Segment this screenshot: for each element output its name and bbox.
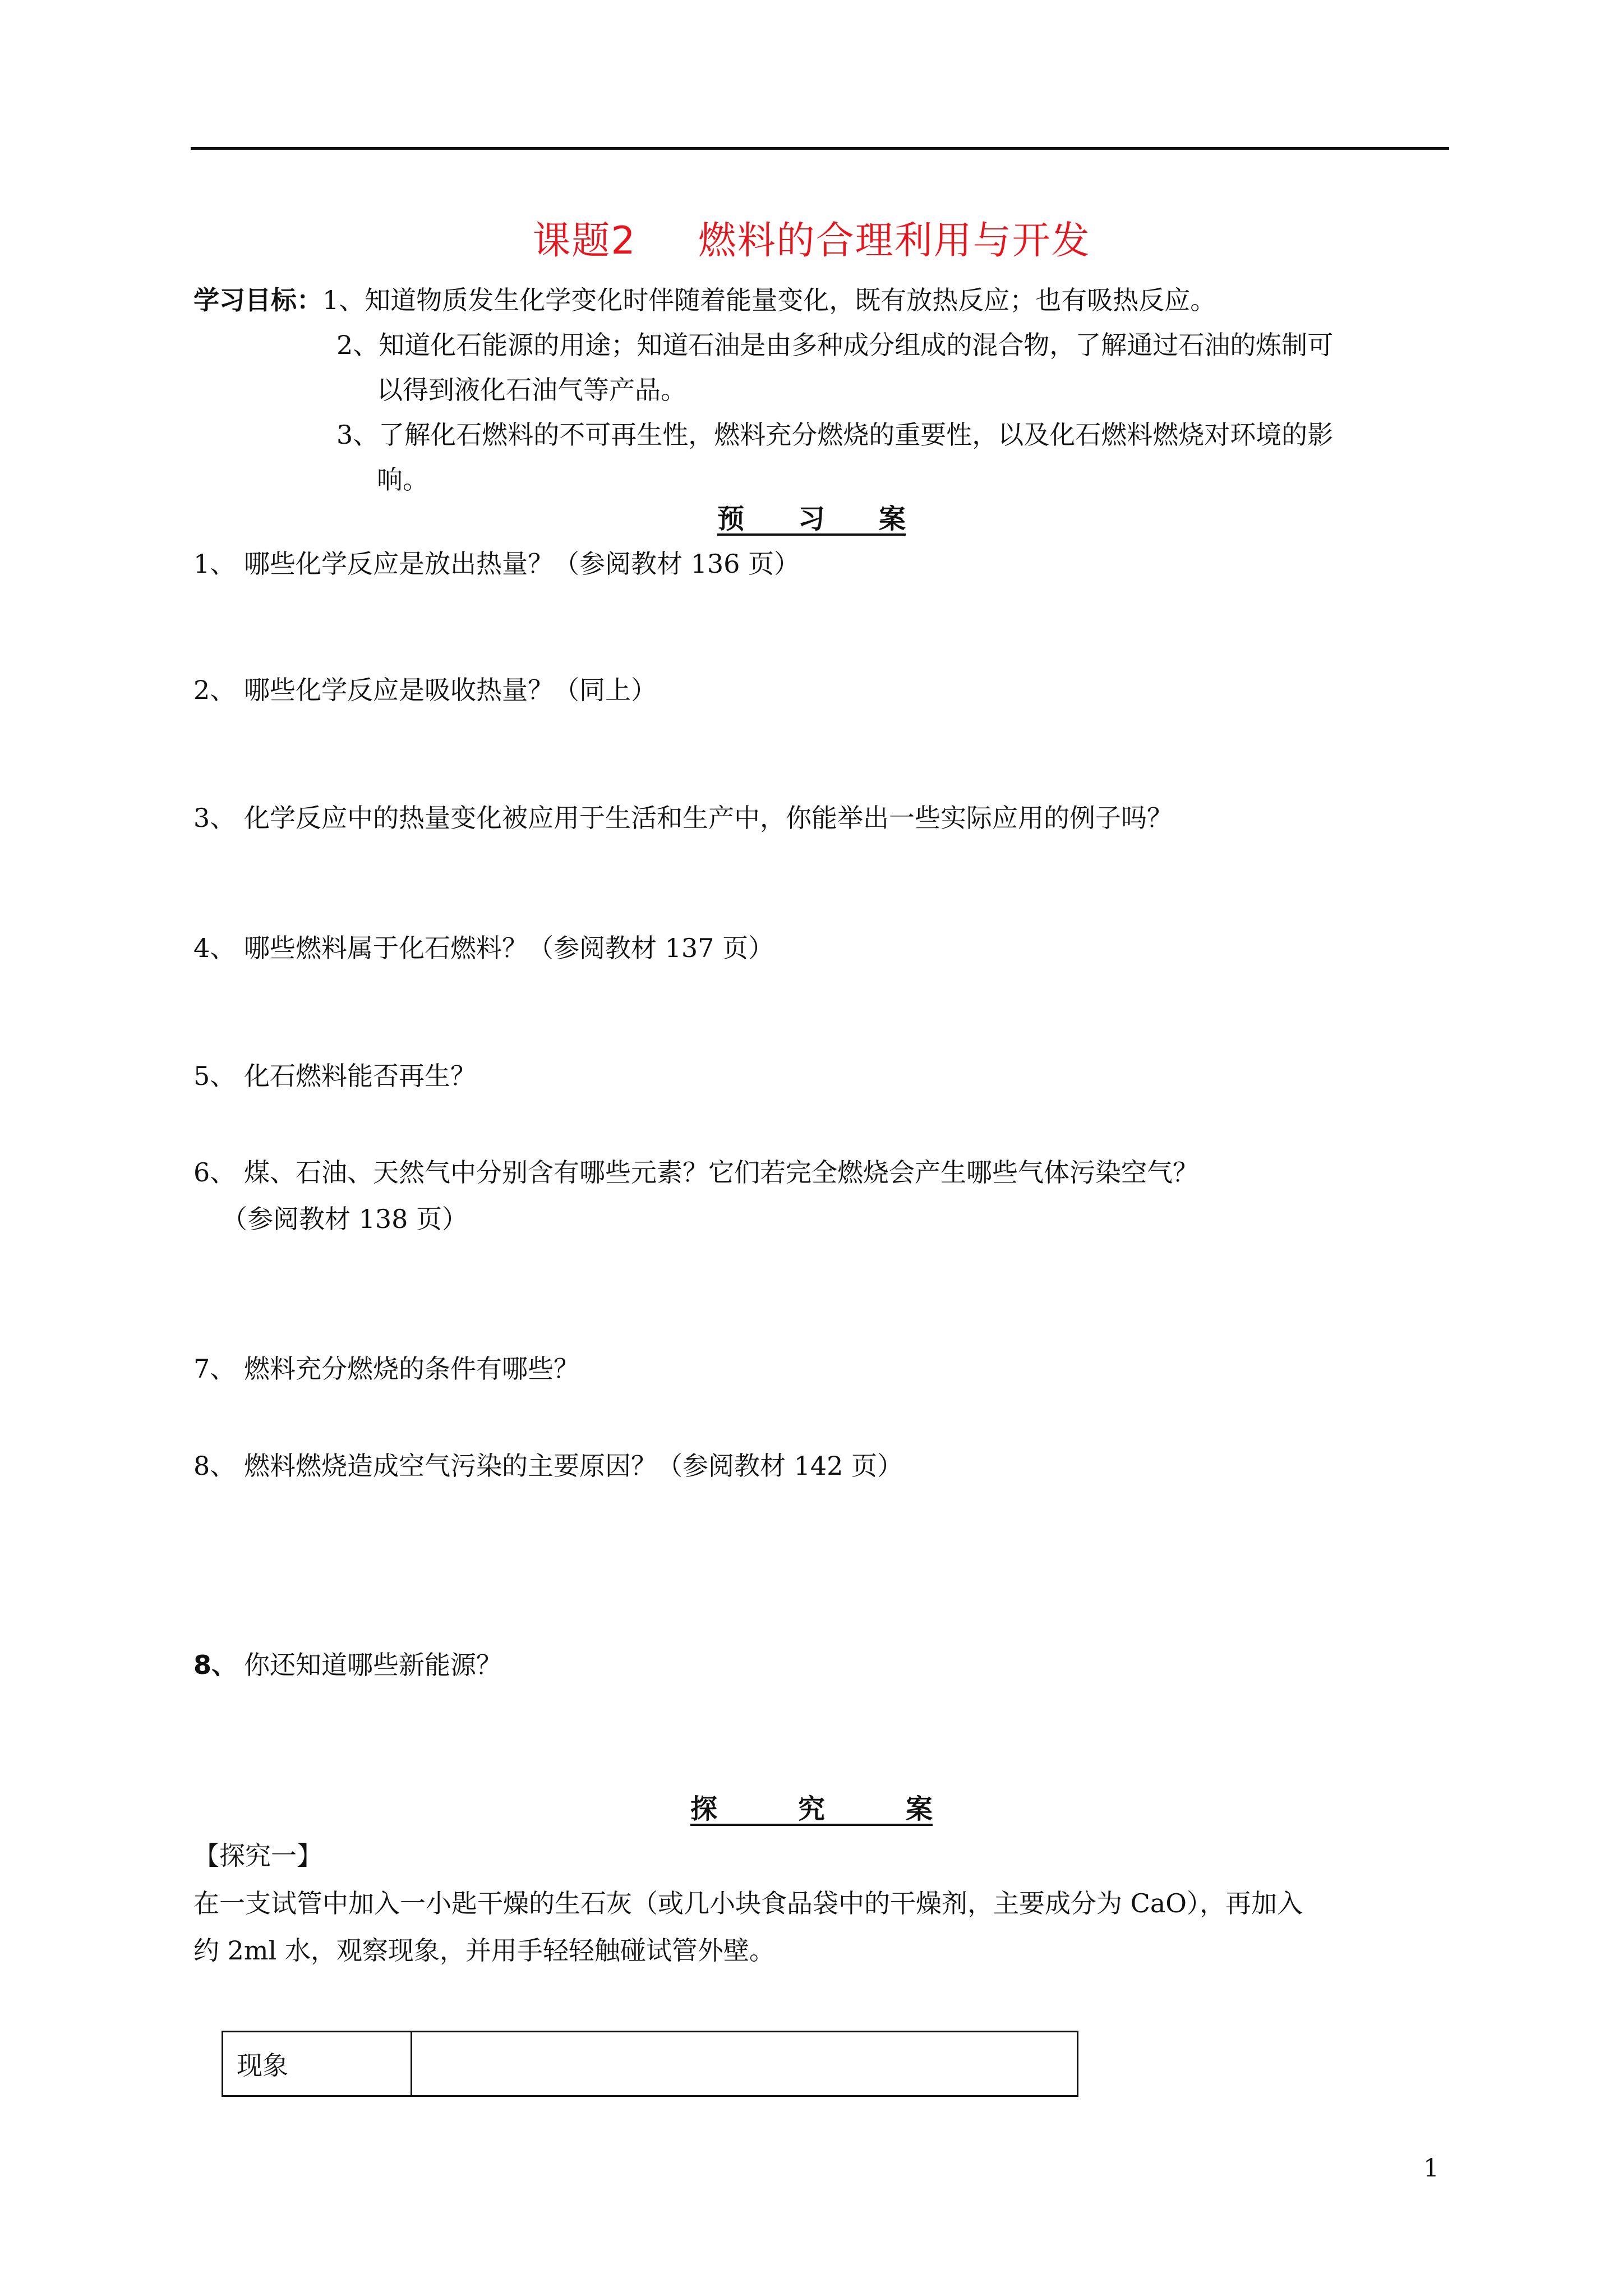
question-9: 8、 你还知道哪些新能源？ (193, 1650, 502, 1680)
question-1: 1、 哪些化学反应是放出热量？（参阅教材 136 页） (193, 549, 800, 579)
question-6-cont: （参阅教材 138 页） (222, 1204, 468, 1234)
explore-subheading: 【探究一】 (193, 1841, 322, 1871)
header-rule (191, 147, 1449, 150)
page-number: 1 (1423, 2154, 1439, 2183)
objective-2: 2、知道化石能源的用途；知道石油是由多种成分组成的混合物，了解通过石油的炼制可 (336, 330, 1334, 360)
question-6: 6、 煤、石油、天然气中分别含有哪些元素？它们若完全燃烧会产生哪些气体污染空气？ (193, 1157, 1198, 1188)
objective-3-cont: 响。 (377, 464, 428, 495)
preview-heading: 预 习 案 (717, 503, 906, 535)
question-5: 5、 化石燃料能否再生？ (193, 1061, 476, 1091)
explore-paragraph-line1: 在一支试管中加入一小匙干燥的生石灰（或几小块食品袋中的干燥剂，主要成分为 CaO），再加入 (193, 1888, 1303, 1918)
question-8: 8、 燃料燃烧造成空气污染的主要原因？（参阅教材 142 页） (193, 1451, 903, 1481)
question-4: 4、 哪些燃料属于化石燃料？（参阅教材 137 页） (193, 933, 774, 963)
title-number: 课题2 (532, 219, 637, 263)
objectives-label: 学习目标： (193, 285, 322, 315)
question-2: 2、 哪些化学反应是吸收热量？（同上） (193, 675, 657, 705)
page-title (0, 210, 1623, 265)
objective-2-cont: 以得到液化石油气等产品。 (377, 375, 686, 405)
observation-table (222, 2031, 1078, 2097)
explore-heading: 探 究 案 (690, 1793, 933, 1825)
objective-1: 1、知道物质发生化学变化时伴随着能量变化，既有放热反应；也有吸热反应。 (322, 285, 1216, 315)
question-7: 7、 燃料充分燃烧的条件有哪些？ (193, 1354, 579, 1384)
question-3: 3、 化学反应中的热量变化被应用于生活和生产中，你能举出一些实际应用的例子吗？ (193, 803, 1173, 833)
explore-paragraph-line2: 约 2ml 水，观察现象，并用手轻轻触碰试管外壁。 (193, 1935, 775, 1966)
title-text: 燃料的合理利用与开发 (698, 219, 1091, 263)
observation-value (412, 2032, 1078, 2096)
observation-label: 现象 (223, 2032, 412, 2096)
table-row (223, 2032, 1078, 2096)
objective-3: 3、了解化石燃料的不可再生性，燃料充分燃烧的重要性，以及化石燃料燃烧对环境的影 (336, 420, 1334, 450)
